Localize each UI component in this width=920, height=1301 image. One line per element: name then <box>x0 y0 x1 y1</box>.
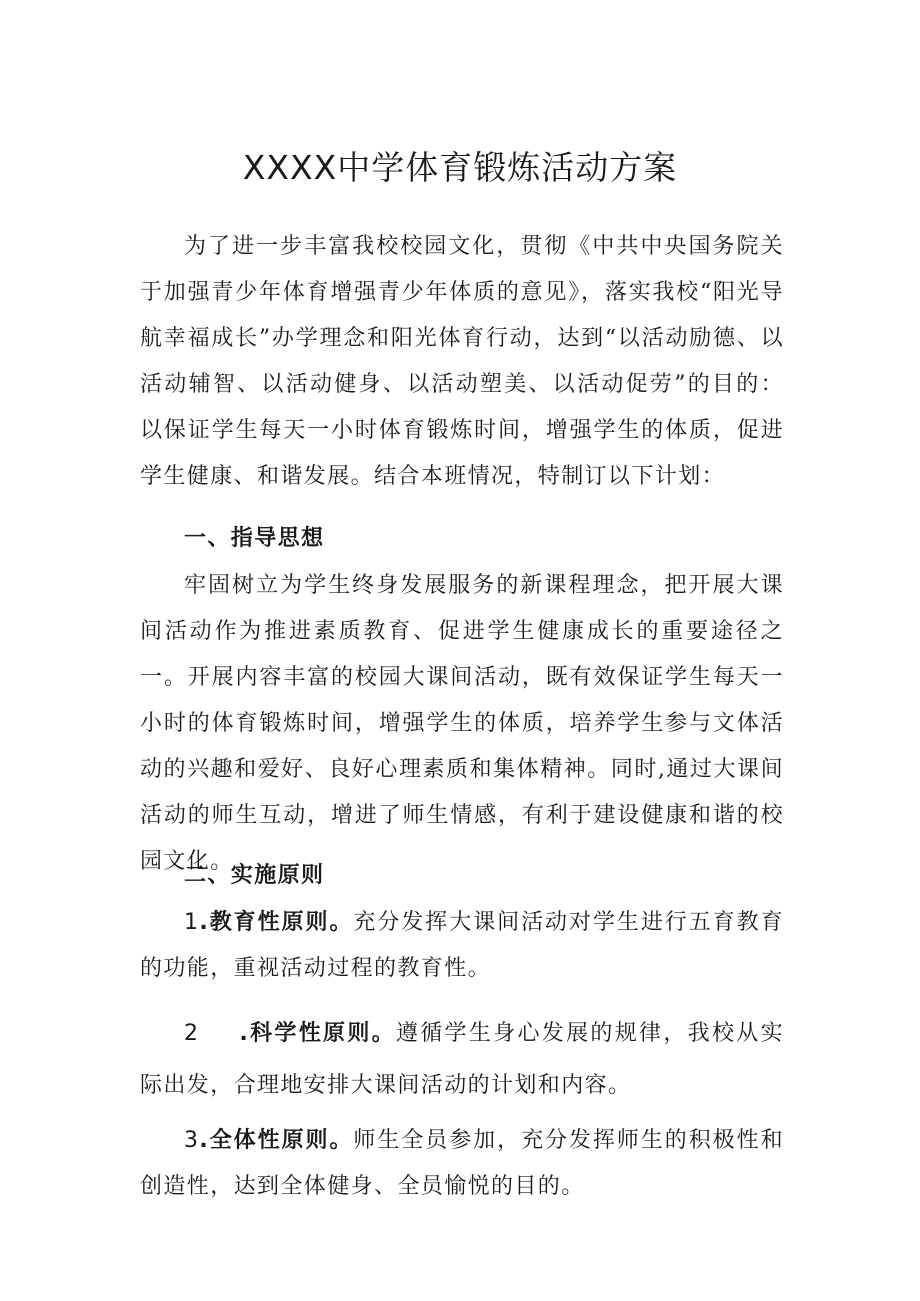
principle-text: 充分发挥大课间活动对学生进行五育教育的功能，重视活动过程的教育性。 <box>140 910 784 981</box>
principle-label: .科学性原则。 <box>239 1021 396 1046</box>
principle-text: 遵循学生身心发展的规律，我校从实际出发，合理地安排大课间活动的计划和内容。 <box>140 1021 784 1098</box>
principle-item-comprehensive <box>140 1118 784 1210</box>
intro-paragraph: 为了进一步丰富我校校园文化，贯彻《中共中央国务院关于加强青少年体育增强青少年体质的意见》，落实我校“阳光导航幸福成长”办学理念和阳光体育行动，达到“以活动励德、以活动辅智、以活动健身、以活动塑美、以活动促劳”的目的：以保证学生每天一小时体育锻炼时间，增强学生的体质，促进学生健康、和谐发展。结合本班情况，特制订以下计划： <box>140 234 784 489</box>
principle-text: 师生全员参加，充分发挥师生的积极性和创造性，达到全体健身、全员愉悦的目的。 <box>140 1128 784 1199</box>
principle-number: 2 <box>184 1021 200 1046</box>
principle-number: 1 <box>184 910 200 935</box>
principle-label: .教育性原则。 <box>199 910 354 935</box>
principle-label: .全体性原则。 <box>199 1128 354 1153</box>
document-title: XXXX中学体育锻炼活动方案 <box>242 148 678 188</box>
principle-item-scientific <box>140 1008 784 1112</box>
section-heading-implementation-principles: 二、实施原则 <box>184 863 325 888</box>
principle-number: 3 <box>184 1128 200 1153</box>
section-heading-guiding-ideology: 一、指导思想 <box>184 526 325 551</box>
guiding-ideology-paragraph: 牢固树立为学生终身发展服务的新课程理念，把开展大课间活动作为推进素质教育、促进学生健康成长的重要途径之一。开展内容丰富的校园大课间活动，既有效保证学生每天一小时的体育锻炼时间，增强学生的体质，培养学生参与文体活动的兴趣和爱好、良好心理素质和集体精神。同时,通过大课间活动的师生互动，增进了师生情感，有利于建设健康和谐的校园文化。 <box>140 573 784 874</box>
principle-item-educational <box>140 900 784 992</box>
